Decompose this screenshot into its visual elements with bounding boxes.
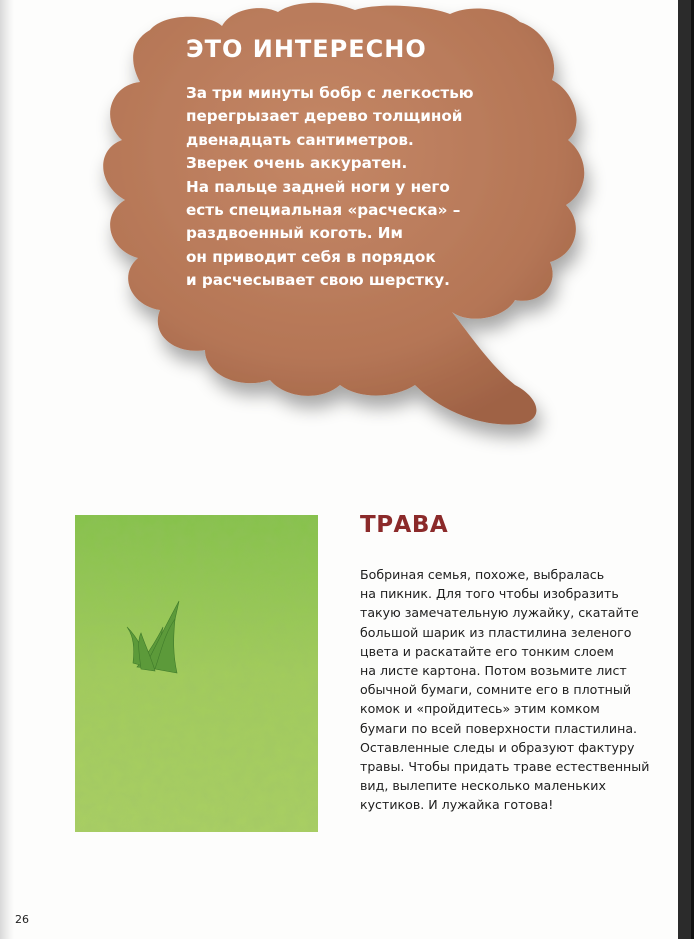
body-line: бумаги по всей поверхности пластилина. [360,720,638,736]
body-line: вид, вылепите несколько маленьких [360,778,606,794]
interesting-fact-callout [186,34,506,293]
body-line: Бобриная семья, похоже, выбралась [360,567,605,582]
body-line: большой шарик из пластилина зеленого [360,624,632,640]
callout-line: и расчесывает свою шерстку. [186,271,450,290]
body-line: травы. Чтобы придать траве естественный [360,759,650,775]
callout-line: двенадцать сантиметров. [186,130,414,149]
body-line: обычной бумаги, сомните его в плотный [360,682,632,698]
section-title: ТРАВА [360,512,449,538]
callout-line: он приводит себя в порядок [186,247,436,266]
grass-photo [75,515,318,832]
body-line: на листе картона. Потом возьмите лист [360,663,627,679]
body-line: комок и «пройдитесь» этим комком [360,701,600,717]
callout-line: есть специальная «расческа» – [186,201,461,220]
body-line: на пикник. Для того чтобы изобразить [360,586,619,602]
section-body [360,565,649,815]
grass-texture-image [75,515,318,832]
body-line: такую замечательную лужайку, скатайте [360,605,639,621]
callout-title: ЭТО ИНТЕРЕСНО [186,35,427,63]
callout-line: перегрызает дерево толщиной [186,107,463,126]
callout-line: На пальце задней ноги у него [186,177,450,196]
callout-line: За три минуты бобр с легкостью [186,84,474,102]
body-line: цвета и раскатайте его тонким слоем [360,643,614,659]
callout-line: раздвоенный коготь. Им [186,224,403,243]
body-line: Оставленные следы и образуют фактуру [360,739,635,755]
callout-line: Зверек очень аккуратен. [186,154,408,173]
body-line: кустиков. И лужайка готова! [360,797,554,813]
page-number: 26 [15,913,29,926]
